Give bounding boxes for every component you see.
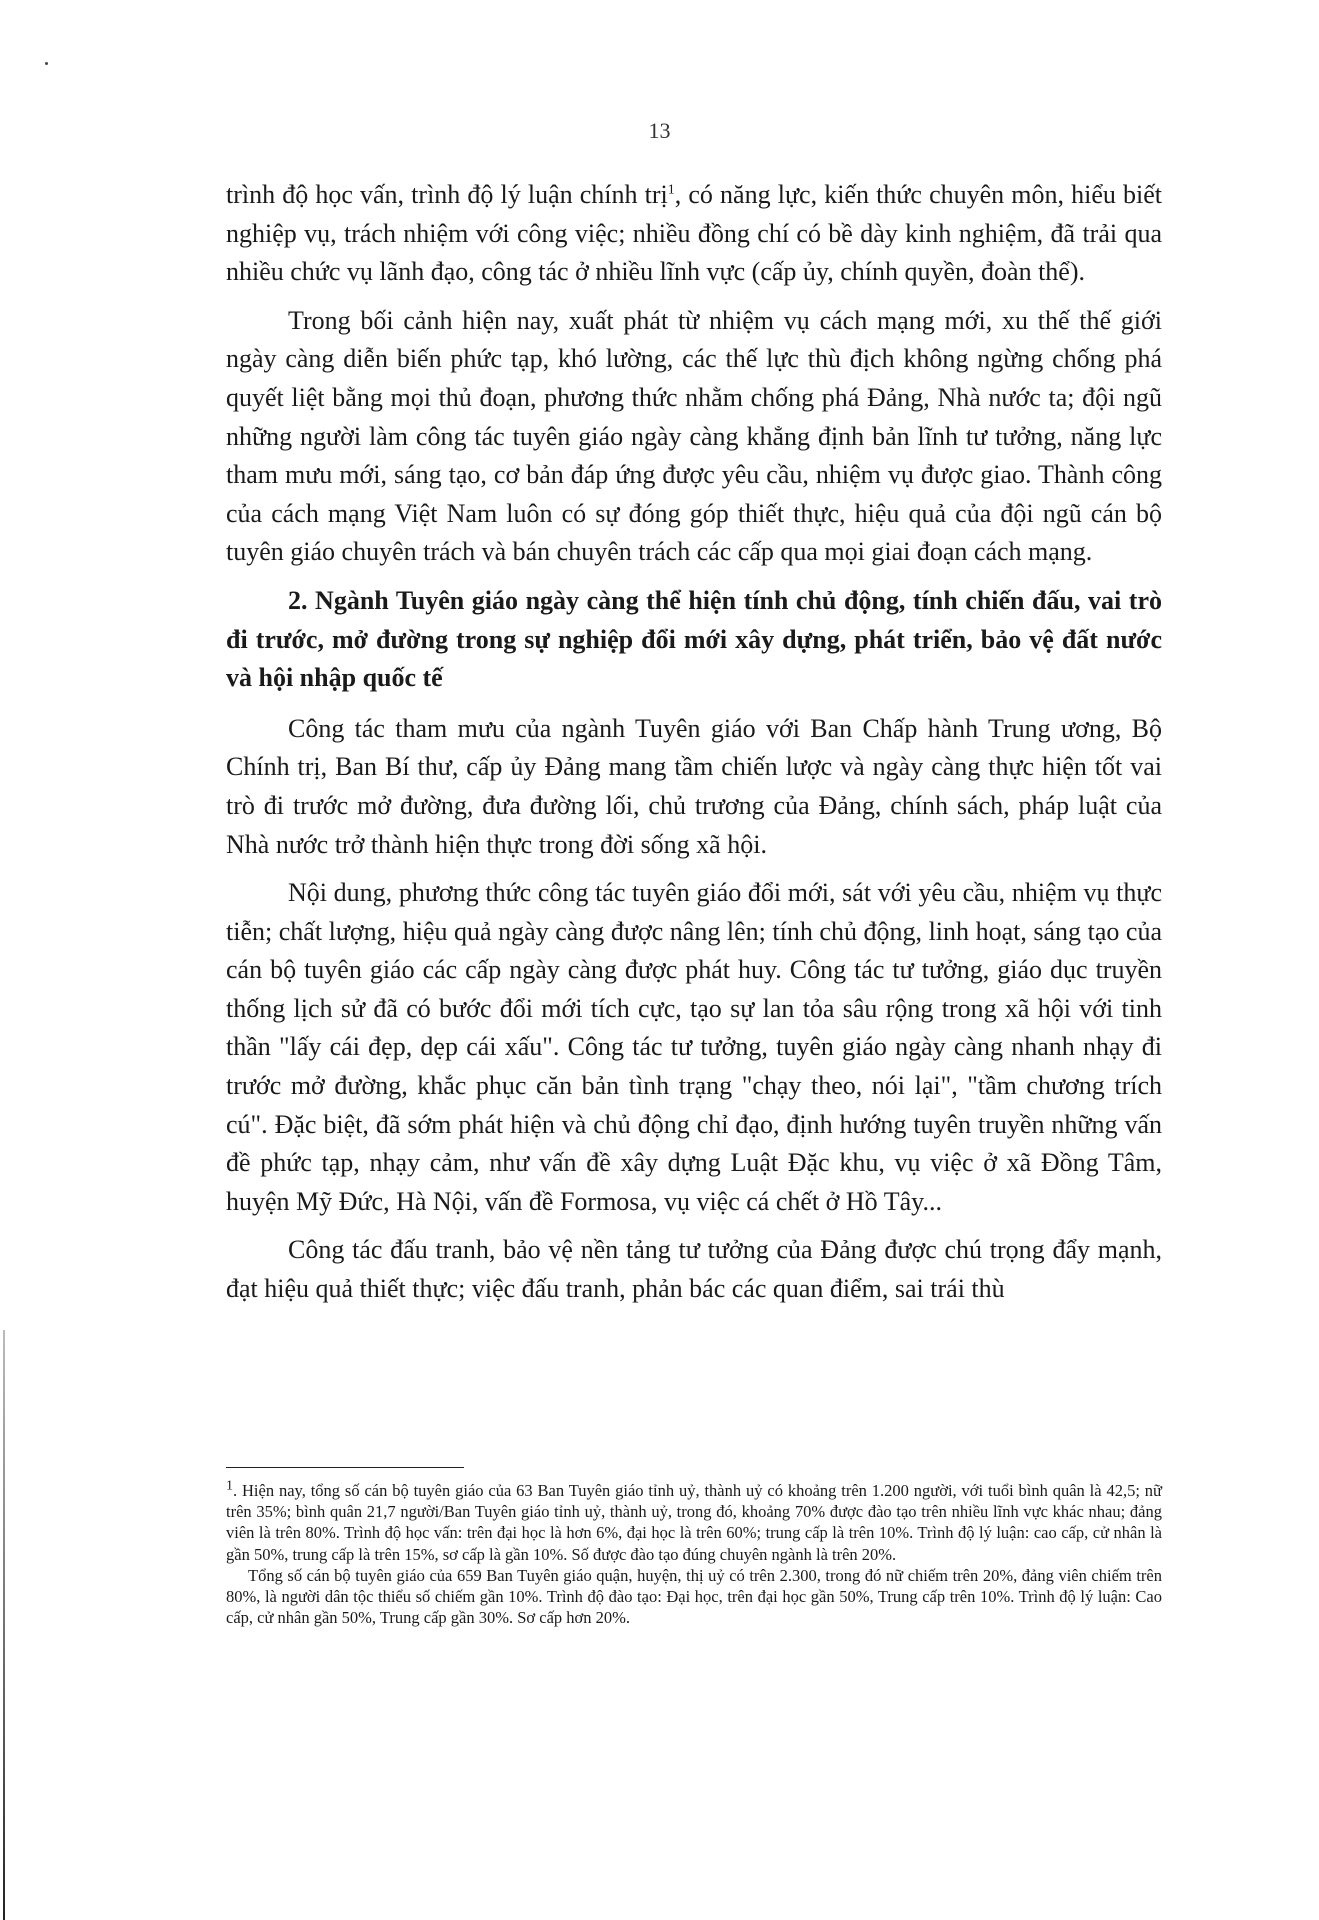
paragraph-4: Nội dung, phương thức công tác tuyên giáo đổi mới, sát với yêu cầu, nhiệm vụ thực tiễn; chất lượng, hiệu quả ngày càng được nâng lên; tính chủ động, linh hoạt, sáng tạo của cán bộ tuyên giáo các cấp ngày càng được phát huy. Công tác tư tưởng, giáo dục truyền thống lịch sử đã có bước đổi mới tích cực, tạo sự lan tỏa sâu rộng trong xã hội với tinh thần "lấy cái đẹp, dẹp cái xấu". Công tác tư tưởng, tuyên giáo ngày càng nhanh nhạy đi trước mở đường, khắc phục căn bản tình trạng "chạy theo, nói lại", "tầm chương trích cú". Đặc biệt, đã sớm phát hiện và chủ động chỉ đạo, định hướng tuyên truyền những vấn đề phức tạp, nhạy cảm, như vấn đề xây dựng Luật Đặc khu, vụ việc ở xã Đồng Tâm, huyện Mỹ Đức, Hà Nội, vấn đề Formosa, vụ việc cá chết ở Hồ Tây...: [226, 878, 1162, 1216]
paragraph-1: [226, 176, 1162, 292]
footnote-1-continued: Tổng số cán bộ tuyên giáo của 659 Ban Tuyên giáo quận, huyện, thị uỷ có trên 2.300, trong đó nữ chiếm trên 20%, đảng viên chiếm trên 80%, là người dân tộc thiểu số chiếm gần 10%. Trình độ đào tạo: Đại học, trên đại học gần 50%, Trung cấp trên 10%. Trình độ lý luận: Cao cấp, cử nhân gần 50%, Trung cấp gần 30%. Sơ cấp hơn 20%.: [226, 1565, 1162, 1628]
paragraph-1-continuation: , có năng lực, kiến thức chuyên môn, hiểu biết nghiệp vụ, trách nhiệm với công việc; nhiều đồng chí có bề dày kinh nghiệm, đã trải qua nhiều chức vụ lãnh đạo, công tác ở nhiều lĩnh vực (cấp ủy, chính quyền, đoàn thể).: [226, 180, 1162, 287]
paragraph-3: Công tác tham mưu của ngành Tuyên giáo với Ban Chấp hành Trung ương, Bộ Chính trị, Ban Bí thư, cấp ủy Đảng mang tầm chiến lược và ngày càng thực hiện tốt vai trò đi trước mở đường, đưa đường lối, chủ trương của Đảng, chính sách, pháp luật của Nhà nước trở thành hiện thực trong đời sống xã hội.: [226, 713, 1162, 859]
body-text: [226, 170, 1162, 1319]
footnote-1-text: . Hiện nay, tổng số cán bộ tuyên giáo của 63 Ban Tuyên giáo tỉnh uỷ, thành uỷ có khoảng trên 1.200 người, với tuổi bình quân là 42,5; nữ trên 35%; bình quân 21,7 người/Ban Tuyên giáo tỉnh uỷ, thành uỷ, trong đó, khoảng 70% được đào tạo trên nhiều lĩnh vực khác nhau; đảng viên là trên 80%. Trình độ học vấn: trên đại học là hơn 6%, đại học là trên 60%; trung cấp là trên 10%. Trình độ lý luận: cao cấp, cử nhân là gần 50%, trung cấp là trên 15%, sơ cấp là gần 10%. Số được đào tạo đúng chuyên ngành là trên 20%.: [226, 1481, 1162, 1564]
footnotes: [226, 1480, 1162, 1628]
page-number: 13: [648, 118, 671, 143]
paragraph-1-text: trình độ học vấn, trình độ lý luận chính trị: [226, 180, 668, 209]
scan-edge-shadow: [3, 1330, 5, 1920]
footnote-1: [226, 1480, 1162, 1565]
paragraph-5: Công tác đấu tranh, bảo vệ nền tảng tư tưởng của Đảng được chú trọng đẩy mạnh, đạt hiệu quả thiết thực; việc đấu tranh, phản bác các quan điểm, sai trái thù: [226, 1235, 1162, 1304]
section-heading-2: 2. Ngành Tuyên giáo ngày càng thể hiện tính chủ động, tính chiến đấu, vai trò đi trước, mở đường trong sự nghiệp đổi mới xây dựng, phát triển, bảo vệ đất nước và hội nhập quốc tế: [226, 585, 1162, 693]
footnote-1-mark: 1: [226, 1478, 233, 1494]
paragraph-2: Trong bối cảnh hiện nay, xuất phát từ nhiệm vụ cách mạng mới, xu thế thế giới ngày càng diễn biến phức tạp, khó lường, các thế lực thù địch không ngừng chống phá quyết liệt bằng mọi thủ đoạn, phương thức nhằm chống phá Đảng, Nhà nước ta; đội ngũ những người làm công tác tuyên giáo ngày càng khẳng định bản lĩnh tư tưởng, năng lực tham mưu mới, sáng tạo, cơ bản đáp ứng được yêu cầu, nhiệm vụ được giao. Thành công của cách mạng Việt Nam luôn có sự đóng góp thiết thực, hiệu quả của đội ngũ cán bộ tuyên giáo chuyên trách và bán chuyên trách các cấp qua mọi giai đoạn cách mạng.: [226, 305, 1162, 567]
scan-speck: [45, 62, 48, 65]
footnote-ref-1[interactable]: 1: [667, 182, 675, 198]
footnote-separator: [226, 1467, 464, 1468]
